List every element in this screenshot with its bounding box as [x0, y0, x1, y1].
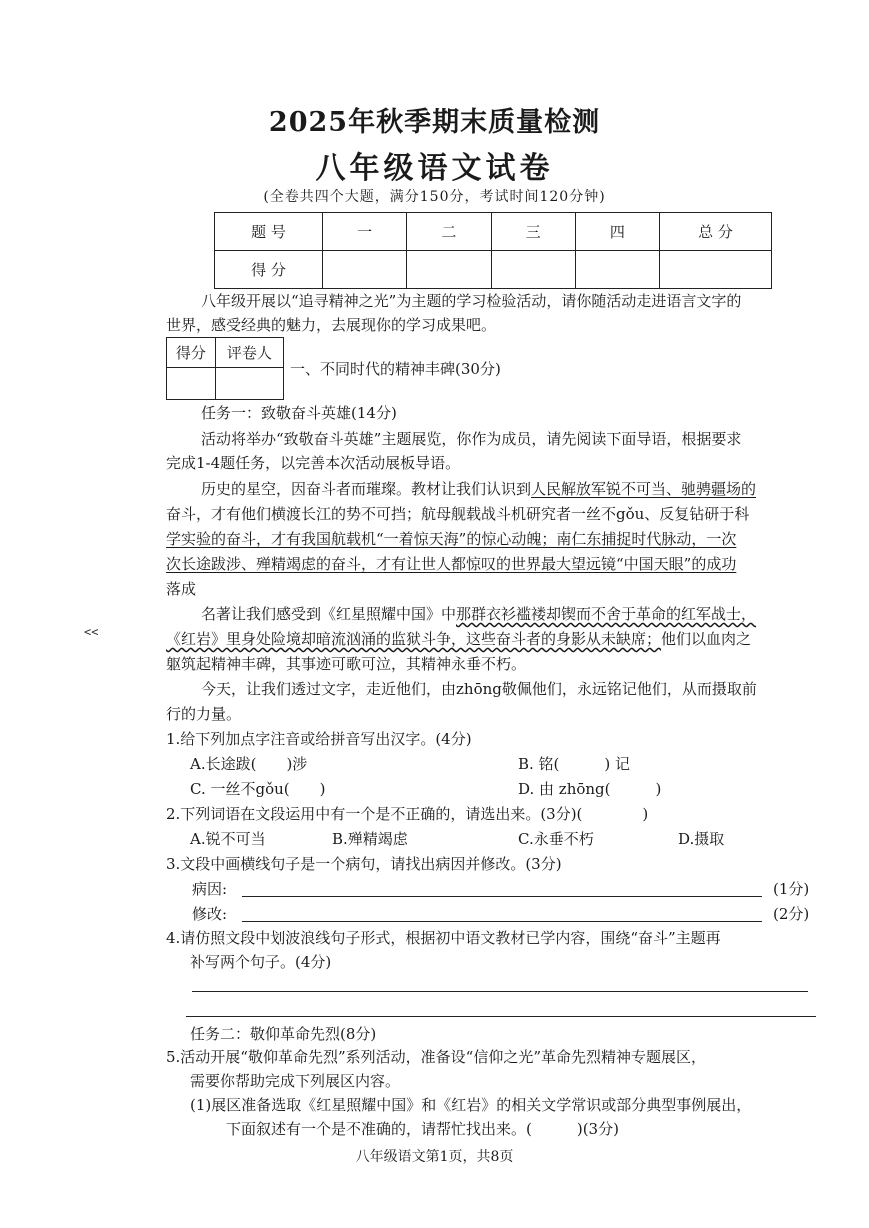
option-a: A.长途跋( )涉 — [190, 755, 308, 773]
grader-name-cell[interactable] — [215, 368, 283, 400]
question-stem: 需要你帮助完成下列展区内容。 — [190, 1072, 401, 1090]
paragraph-line: 完成1-4题任务，以完善本次活动展板导语。 — [166, 454, 461, 472]
sub-question: (1)展区准备选取《红星照耀中国》和《红岩》的相关文学常识或部分典型事例展出， — [190, 1096, 752, 1114]
option-c: C.永垂不朽 — [518, 830, 594, 848]
plain-text: 历史的星空，因奋斗者而璀璨。教材让我们认识到 — [201, 480, 532, 498]
exam-note: (全卷共四个大题，满分150分，考试时间120分钟) — [263, 189, 606, 205]
paragraph-line — [201, 603, 756, 625]
option-b: B.殚精竭虑 — [332, 830, 408, 848]
score-header-cell: 二 — [407, 213, 491, 251]
question-stem: 1.给下列加点字注音或给拼音写出汉字。(4分) — [166, 730, 472, 748]
underlined-sentence: 才有我国航载机“一着惊天海”的惊心动魄；南仁东捕捉时代脉动，一次 — [271, 530, 737, 548]
score-header-cell: 题 号 — [215, 213, 323, 251]
score-cell[interactable] — [407, 251, 491, 289]
question-stem: 4.请仿照文段中划波浪线句子形式，根据初中语文教材已学内容，围绕“奋斗”主题再 — [166, 929, 721, 947]
plain-text: 名著让我们感受到《红星照耀中国》中 — [201, 605, 457, 623]
score-row-label: 得 分 — [215, 251, 323, 289]
score-cell[interactable] — [660, 251, 772, 289]
question-stem: 2.下列词语在文段运用中有一个是不正确的，请选出来。(3分)( ) — [166, 805, 649, 823]
option-b: B. 铭( ) 记 — [518, 755, 631, 773]
answer-score: (1分) — [773, 880, 810, 898]
paragraph-line: 落成 — [166, 580, 197, 598]
paragraph-line: 奋斗，才有他们横渡长江的势不可挡；航母舰载战斗机研究者一丝不gǒu、反复钻研于科 — [166, 505, 750, 523]
page-footer: 八年级语文第1页，共8页 — [355, 1149, 514, 1165]
wavy-underlined-sentence: 那群衣衫褴褛却锲而不舍于革命的红军战士， — [456, 605, 757, 623]
margin-mark: << — [84, 625, 99, 639]
task-title: 任务二：敬仰革命先烈(8分) — [190, 1025, 377, 1043]
score-table — [214, 212, 772, 289]
score-cell[interactable] — [491, 251, 575, 289]
answer-score: (2分) — [773, 905, 810, 923]
task-title: 任务一：致敬奋斗英雄(14分) — [201, 404, 397, 422]
intro-line: 世界，感受经典的魅力，去展现你的学习成果吧。 — [166, 316, 497, 334]
grader-name-label: 评卷人 — [215, 338, 283, 368]
score-header-cell: 三 — [491, 213, 575, 251]
paragraph-line — [166, 528, 736, 550]
paragraph-line: 今天，让我们透过文字，走近他们，由zhōng敬佩他们，永远铭记他们，从而摄取前 — [201, 680, 757, 698]
question-stem: 3.文段中画横线句子是一个病句，请找出病因并修改。(3分) — [166, 855, 562, 873]
sub-question: 下面叙述有一个是不准确的，请帮忙找出来。( )(3分) — [226, 1120, 619, 1138]
grader-score-label: 得分 — [167, 338, 216, 368]
underlined-sentence: 人民解放军锐不可当、驰骋疆场的 — [531, 480, 757, 498]
answer-line[interactable] — [192, 991, 808, 992]
option-d: D.摄取 — [678, 830, 725, 848]
option-c: C. 一丝不gǒu( ) — [190, 780, 326, 798]
grader-score-cell[interactable] — [167, 368, 216, 400]
paragraph-line — [201, 478, 756, 500]
answer-line[interactable] — [242, 896, 762, 897]
score-header-cell: 总 分 — [660, 213, 772, 251]
answer-label: 修改: — [192, 905, 228, 923]
question-stem: 5.活动开展“敬仰革命先烈”系列活动，准备设“信仰之光”革命先烈精神专题展区， — [166, 1048, 706, 1066]
section-title: 一、不同时代的精神丰碑(30分) — [290, 360, 501, 378]
option-d: D. 由 zhōng( ) — [518, 780, 662, 798]
wavy-underlined-sentence: 《红岩》里身处险境却暗流汹涌的监狱斗争，这些奋斗者的身影从未缺席； — [166, 630, 662, 648]
plain-text: 他们以血肉之 — [661, 630, 752, 648]
score-header-cell: 四 — [575, 213, 659, 251]
score-header-cell: 一 — [323, 213, 407, 251]
question-stem: 补写两个句子。(4分) — [190, 953, 332, 971]
answer-line[interactable] — [242, 921, 762, 922]
underlined-sentence: 次长途跋涉、殚精竭虑的奋斗，才有让世人都惊叹的世界最大望远镜“中国天眼”的成功 — [166, 555, 737, 573]
answer-label: 病因: — [192, 880, 228, 898]
score-cell[interactable] — [323, 251, 407, 289]
paragraph-line — [166, 628, 751, 650]
exam-title: 2025年秋季期末质量检测 — [268, 107, 601, 138]
paragraph-line: 行的力量。 — [166, 705, 242, 723]
option-a: A.锐不可当 — [190, 830, 266, 848]
intro-line: 八年级开展以“追寻精神之光”为主题的学习检验活动，请你随活动走进语言文字的 — [201, 292, 742, 310]
answer-line[interactable] — [186, 1016, 816, 1017]
exam-subtitle: 八年级语文试卷 — [315, 151, 554, 186]
paragraph-line: 躯筑起精神丰碑，其事迹可歌可泣，其精神永垂不朽。 — [166, 655, 527, 673]
paragraph-line: 活动将举办“致敬奋斗英雄”主题展览，你作为成员，请先阅读下面导语，根据要求 — [201, 430, 742, 448]
score-cell[interactable] — [575, 251, 659, 289]
grader-box — [166, 337, 284, 400]
underlined-sentence: 学实验的奋斗， — [166, 530, 272, 548]
